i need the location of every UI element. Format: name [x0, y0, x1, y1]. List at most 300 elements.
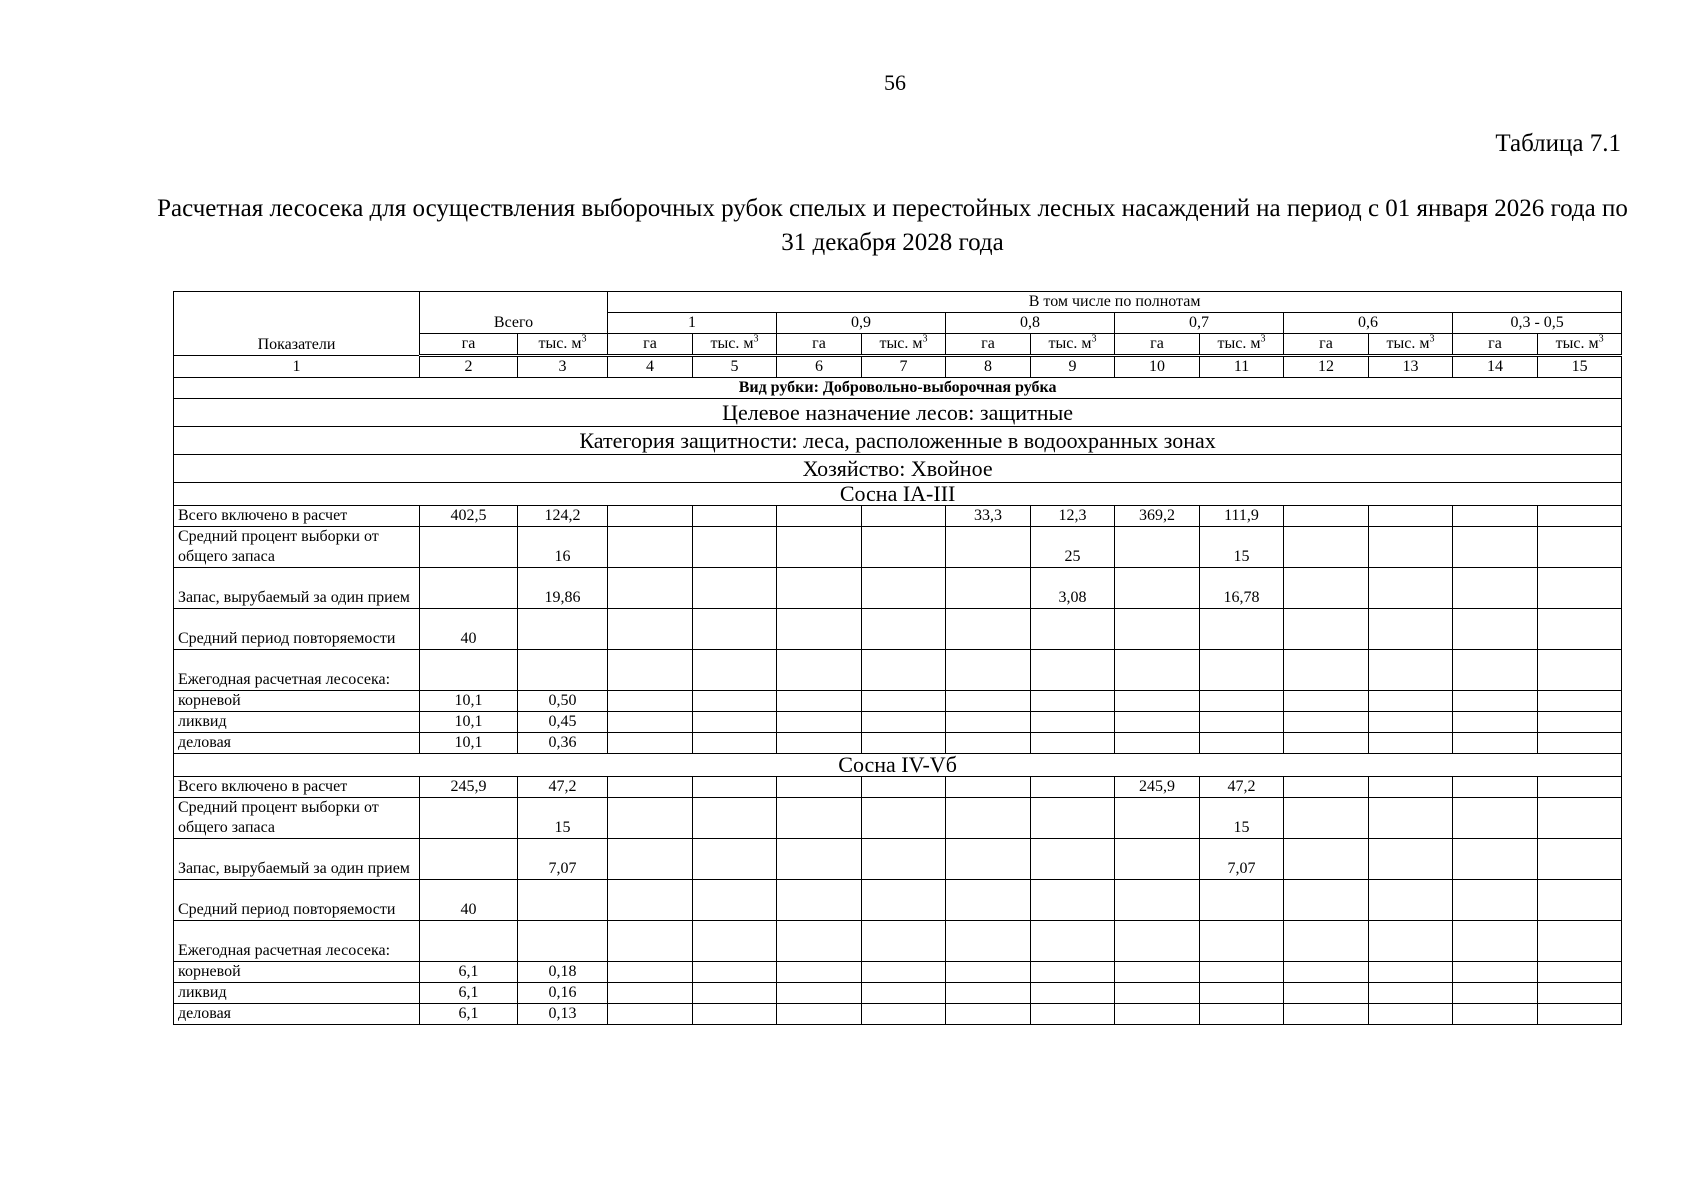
species-row: [174, 483, 1622, 506]
value-cell: [862, 506, 946, 527]
value-cell: [1453, 506, 1538, 527]
value-cell: [862, 712, 946, 733]
value-cell: [1200, 733, 1284, 754]
value-cell: [1369, 1004, 1453, 1025]
row-label: деловая: [174, 1004, 420, 1025]
column-number-cell: 11: [1200, 356, 1284, 378]
value-cell: [1369, 609, 1453, 650]
economy-row: Хозяйство: Хвойное: [174, 455, 1622, 483]
value-cell: [1284, 798, 1369, 839]
value-cell: 15: [518, 798, 608, 839]
value-cell: [1538, 921, 1622, 962]
value-cell: [1369, 506, 1453, 527]
value-cell: [946, 962, 1031, 983]
value-cell: [1200, 1004, 1284, 1025]
value-cell: [1115, 609, 1200, 650]
value-cell: [777, 691, 862, 712]
value-cell: [777, 962, 862, 983]
value-cell: [518, 650, 608, 691]
value-cell: [1200, 983, 1284, 1004]
value-cell: [1115, 527, 1200, 568]
unit-volume-header: [693, 334, 777, 356]
value-cell: [862, 962, 946, 983]
value-cell: 124,2: [518, 506, 608, 527]
value-cell: [1115, 712, 1200, 733]
value-cell: [608, 609, 693, 650]
table-row: [174, 921, 1622, 962]
row-label: ликвид: [174, 983, 420, 1004]
value-cell: 40: [420, 880, 518, 921]
value-cell: [1031, 609, 1115, 650]
value-cell: [1369, 839, 1453, 880]
column-number-cell: 9: [1031, 356, 1115, 378]
unit-volume-label: тыс. м: [1048, 335, 1092, 352]
cut-type-row: Вид рубки: Добровольно-выборочная рубка: [174, 378, 1622, 399]
unit-volume-label: тыс. м: [1386, 335, 1430, 352]
value-cell: [693, 568, 777, 609]
value-cell: [862, 921, 946, 962]
value-cell: [946, 733, 1031, 754]
value-cell: 7,07: [1200, 839, 1284, 880]
value-cell: 33,3: [946, 506, 1031, 527]
value-cell: [777, 733, 862, 754]
value-cell: [777, 921, 862, 962]
species-name: Сосна IV-Vб: [174, 754, 1622, 777]
density-header: 0,6: [1284, 313, 1453, 334]
unit-ha-header: га: [1453, 334, 1538, 356]
value-cell: [1031, 962, 1115, 983]
value-cell: [1284, 712, 1369, 733]
value-cell: [946, 839, 1031, 880]
value-cell: [1284, 921, 1369, 962]
value-cell: [1284, 777, 1369, 798]
value-cell: [420, 839, 518, 880]
value-cell: [1115, 1004, 1200, 1025]
value-cell: [1031, 921, 1115, 962]
unit-volume-header: [518, 334, 608, 356]
value-cell: [693, 983, 777, 1004]
value-cell: [420, 921, 518, 962]
value-cell: [420, 568, 518, 609]
value-cell: [1453, 712, 1538, 733]
value-cell: [1453, 983, 1538, 1004]
value-cell: [420, 527, 518, 568]
value-cell: [1453, 777, 1538, 798]
unit-volume-superscript: 3: [581, 333, 587, 345]
value-cell: [518, 609, 608, 650]
value-cell: [777, 880, 862, 921]
value-cell: 0,50: [518, 691, 608, 712]
value-cell: [1369, 777, 1453, 798]
unit-volume-label: тыс. м: [1555, 335, 1599, 352]
value-cell: [862, 650, 946, 691]
column-number-cell: 13: [1369, 356, 1453, 378]
value-cell: 6,1: [420, 983, 518, 1004]
value-cell: 0,45: [518, 712, 608, 733]
value-cell: [1200, 650, 1284, 691]
value-cell: [608, 527, 693, 568]
unit-volume-header: [862, 334, 946, 356]
value-cell: [1538, 527, 1622, 568]
total-header: Всего: [420, 292, 608, 334]
value-cell: [862, 527, 946, 568]
value-cell: [1284, 568, 1369, 609]
table-row: [174, 609, 1622, 650]
value-cell: 7,07: [518, 839, 608, 880]
table-row: [174, 983, 1622, 1004]
value-cell: [1115, 798, 1200, 839]
document-title: Расчетная лесосека для осуществления выборочных рубок спелых и перестойных лесных насаждений на период с 01 января 2026 года по 31 декабря 2028 года: [157, 195, 1628, 256]
value-cell: [1284, 650, 1369, 691]
value-cell: [1284, 527, 1369, 568]
value-cell: [777, 712, 862, 733]
unit-volume-superscript: 3: [922, 333, 928, 345]
column-number-cell: 6: [777, 356, 862, 378]
unit-volume-superscript: 3: [1091, 333, 1097, 345]
value-cell: [1453, 798, 1538, 839]
value-cell: [608, 650, 693, 691]
value-cell: 47,2: [1200, 777, 1284, 798]
value-cell: [946, 983, 1031, 1004]
row-label: корневой: [174, 691, 420, 712]
value-cell: [693, 527, 777, 568]
value-cell: [1369, 921, 1453, 962]
value-cell: [1115, 983, 1200, 1004]
value-cell: [693, 880, 777, 921]
value-cell: [608, 733, 693, 754]
unit-ha-header: га: [420, 334, 518, 356]
value-cell: [862, 609, 946, 650]
value-cell: [946, 777, 1031, 798]
value-cell: 6,1: [420, 1004, 518, 1025]
value-cell: [1538, 609, 1622, 650]
value-cell: [946, 880, 1031, 921]
row-label: Средний процент выборки от общего запаса: [174, 798, 420, 839]
value-cell: [777, 568, 862, 609]
species-row: [174, 754, 1622, 777]
value-cell: 6,1: [420, 962, 518, 983]
value-cell: [1031, 1004, 1115, 1025]
table-row: [174, 733, 1622, 754]
value-cell: [1031, 691, 1115, 712]
by-density-header: В том числе по полнотам: [608, 292, 1622, 313]
value-cell: [777, 777, 862, 798]
value-cell: 25: [1031, 527, 1115, 568]
unit-volume-header: [1031, 334, 1115, 356]
value-cell: [1200, 880, 1284, 921]
felling-table: [173, 291, 1622, 1025]
value-cell: [946, 921, 1031, 962]
unit-volume-header: [1369, 334, 1453, 356]
value-cell: [946, 712, 1031, 733]
table-header: [174, 292, 1622, 378]
row-label: Средний период повторяемости: [174, 880, 420, 921]
unit-volume-label: тыс. м: [879, 335, 923, 352]
column-number-cell: 15: [1538, 356, 1622, 378]
value-cell: 19,86: [518, 568, 608, 609]
value-cell: [862, 568, 946, 609]
value-cell: [608, 921, 693, 962]
value-cell: [1453, 962, 1538, 983]
value-cell: [693, 777, 777, 798]
value-cell: [1284, 609, 1369, 650]
row-label: Запас, вырубаемый за один прием: [174, 839, 420, 880]
value-cell: 10,1: [420, 733, 518, 754]
value-cell: [1453, 691, 1538, 712]
table-row: [174, 962, 1622, 983]
table-row: [174, 712, 1622, 733]
value-cell: [1453, 568, 1538, 609]
forest-purpose-row: Целевое назначение лесов: защитные: [174, 399, 1622, 427]
value-cell: [1538, 983, 1622, 1004]
value-cell: [1453, 880, 1538, 921]
value-cell: [946, 527, 1031, 568]
value-cell: [862, 777, 946, 798]
value-cell: [862, 839, 946, 880]
value-cell: [1538, 650, 1622, 691]
value-cell: [1284, 962, 1369, 983]
indicators-header: Показатели: [174, 292, 420, 356]
value-cell: [946, 798, 1031, 839]
unit-ha-header: га: [946, 334, 1031, 356]
value-cell: [777, 1004, 862, 1025]
value-cell: [1369, 880, 1453, 921]
value-cell: 0,16: [518, 983, 608, 1004]
value-cell: [693, 506, 777, 527]
value-cell: [777, 798, 862, 839]
value-cell: [1538, 777, 1622, 798]
value-cell: 111,9: [1200, 506, 1284, 527]
value-cell: [1115, 839, 1200, 880]
value-cell: [693, 1004, 777, 1025]
density-header: 1: [608, 313, 777, 334]
value-cell: [1538, 798, 1622, 839]
value-cell: [862, 983, 946, 1004]
table-row: [174, 691, 1622, 712]
value-cell: [1031, 798, 1115, 839]
value-cell: [946, 650, 1031, 691]
unit-volume-superscript: 3: [1260, 333, 1266, 345]
value-cell: 245,9: [420, 777, 518, 798]
value-cell: [1538, 962, 1622, 983]
value-cell: [862, 733, 946, 754]
value-cell: 245,9: [1115, 777, 1200, 798]
row-label: Ежегодная расчетная лесосека:: [174, 921, 420, 962]
value-cell: [946, 691, 1031, 712]
value-cell: [1284, 733, 1369, 754]
column-number-cell: 5: [693, 356, 777, 378]
row-label: Всего включено в расчет: [174, 506, 420, 527]
value-cell: [862, 691, 946, 712]
value-cell: [946, 609, 1031, 650]
unit-volume-superscript: 3: [753, 333, 759, 345]
value-cell: [1200, 962, 1284, 983]
value-cell: [608, 962, 693, 983]
value-cell: [946, 1004, 1031, 1025]
value-cell: [420, 798, 518, 839]
value-cell: [1200, 609, 1284, 650]
page-number: 56: [884, 70, 906, 95]
table-row: [174, 839, 1622, 880]
table-row: [174, 527, 1622, 568]
value-cell: 0,13: [518, 1004, 608, 1025]
unit-volume-superscript: 3: [1598, 333, 1604, 345]
value-cell: 402,5: [420, 506, 518, 527]
value-cell: 12,3: [1031, 506, 1115, 527]
value-cell: 15: [1200, 798, 1284, 839]
value-cell: [693, 712, 777, 733]
value-cell: 10,1: [420, 712, 518, 733]
value-cell: [1284, 691, 1369, 712]
value-cell: 0,18: [518, 962, 608, 983]
column-number-row: [174, 356, 1622, 378]
column-number-cell: 4: [608, 356, 693, 378]
density-header: 0,7: [1115, 313, 1284, 334]
value-cell: [608, 839, 693, 880]
row-label: Ежегодная расчетная лесосека:: [174, 650, 420, 691]
unit-ha-header: га: [1284, 334, 1369, 356]
value-cell: [777, 983, 862, 1004]
table-row: [174, 798, 1622, 839]
value-cell: 16,78: [1200, 568, 1284, 609]
column-number-cell: 7: [862, 356, 946, 378]
value-cell: [1115, 650, 1200, 691]
value-cell: [1284, 983, 1369, 1004]
species-name: Сосна IA-III: [174, 483, 1622, 506]
value-cell: [1369, 650, 1453, 691]
value-cell: [608, 712, 693, 733]
value-cell: [1538, 568, 1622, 609]
value-cell: [777, 527, 862, 568]
density-header: 0,3 - 0,5: [1453, 313, 1622, 334]
value-cell: [1369, 733, 1453, 754]
value-cell: [1115, 733, 1200, 754]
value-cell: [693, 691, 777, 712]
value-cell: [1031, 733, 1115, 754]
value-cell: [693, 733, 777, 754]
value-cell: [1284, 880, 1369, 921]
column-number-cell: 3: [518, 356, 608, 378]
value-cell: [1031, 650, 1115, 691]
value-cell: [1369, 962, 1453, 983]
column-number-cell: 8: [946, 356, 1031, 378]
value-cell: [608, 1004, 693, 1025]
table-row: [174, 880, 1622, 921]
value-cell: [693, 650, 777, 691]
unit-volume-header: [1538, 334, 1622, 356]
value-cell: [518, 880, 608, 921]
value-cell: [518, 921, 608, 962]
value-cell: [1538, 691, 1622, 712]
row-label: Запас, вырубаемый за один прием: [174, 568, 420, 609]
value-cell: [693, 921, 777, 962]
value-cell: 0,36: [518, 733, 608, 754]
value-cell: [693, 839, 777, 880]
value-cell: [946, 568, 1031, 609]
value-cell: [777, 839, 862, 880]
value-cell: 3,08: [1031, 568, 1115, 609]
table-row: [174, 650, 1622, 691]
unit-volume-superscript: 3: [1429, 333, 1435, 345]
density-header: 0,9: [777, 313, 946, 334]
value-cell: [777, 609, 862, 650]
row-label: Всего включено в расчет: [174, 777, 420, 798]
value-cell: [1115, 962, 1200, 983]
value-cell: [862, 1004, 946, 1025]
row-label: Средний процент выборки от общего запаса: [174, 527, 420, 568]
row-label: Средний период повторяемости: [174, 609, 420, 650]
value-cell: [608, 691, 693, 712]
value-cell: [1115, 568, 1200, 609]
value-cell: [1284, 839, 1369, 880]
table-body: [174, 378, 1622, 1025]
value-cell: [1369, 568, 1453, 609]
value-cell: [1031, 839, 1115, 880]
unit-ha-header: га: [608, 334, 693, 356]
value-cell: [1453, 839, 1538, 880]
value-cell: 369,2: [1115, 506, 1200, 527]
value-cell: [1284, 1004, 1369, 1025]
unit-ha-header: га: [1115, 334, 1200, 356]
value-cell: 15: [1200, 527, 1284, 568]
table-row: [174, 568, 1622, 609]
value-cell: 40: [420, 609, 518, 650]
unit-ha-header: га: [777, 334, 862, 356]
value-cell: [1538, 839, 1622, 880]
value-cell: [1453, 527, 1538, 568]
value-cell: [1453, 921, 1538, 962]
table-row: [174, 506, 1622, 527]
value-cell: [862, 880, 946, 921]
value-cell: [608, 568, 693, 609]
density-header: 0,8: [946, 313, 1115, 334]
value-cell: [1115, 691, 1200, 712]
value-cell: [777, 506, 862, 527]
row-label: деловая: [174, 733, 420, 754]
value-cell: [1031, 983, 1115, 1004]
value-cell: [693, 609, 777, 650]
value-cell: 10,1: [420, 691, 518, 712]
value-cell: [608, 506, 693, 527]
value-cell: [1538, 733, 1622, 754]
row-label: корневой: [174, 962, 420, 983]
value-cell: [608, 880, 693, 921]
unit-volume-label: тыс. м: [710, 335, 754, 352]
unit-volume-label: тыс. м: [1217, 335, 1261, 352]
value-cell: [1200, 691, 1284, 712]
value-cell: [1453, 609, 1538, 650]
protection-category-row: Категория защитности: леса, расположенные в водоохранных зонах: [174, 427, 1622, 455]
column-number-cell: 2: [420, 356, 518, 378]
value-cell: [1031, 777, 1115, 798]
value-cell: [1031, 712, 1115, 733]
value-cell: [862, 798, 946, 839]
value-cell: [1369, 527, 1453, 568]
value-cell: [777, 650, 862, 691]
column-number-cell: 14: [1453, 356, 1538, 378]
table-row: [174, 1004, 1622, 1025]
value-cell: [1453, 733, 1538, 754]
value-cell: [608, 798, 693, 839]
table-row: [174, 777, 1622, 798]
value-cell: [1200, 921, 1284, 962]
value-cell: [1115, 880, 1200, 921]
value-cell: [1538, 506, 1622, 527]
value-cell: [1031, 880, 1115, 921]
unit-volume-header: [1200, 334, 1284, 356]
value-cell: [1369, 712, 1453, 733]
value-cell: [1538, 712, 1622, 733]
